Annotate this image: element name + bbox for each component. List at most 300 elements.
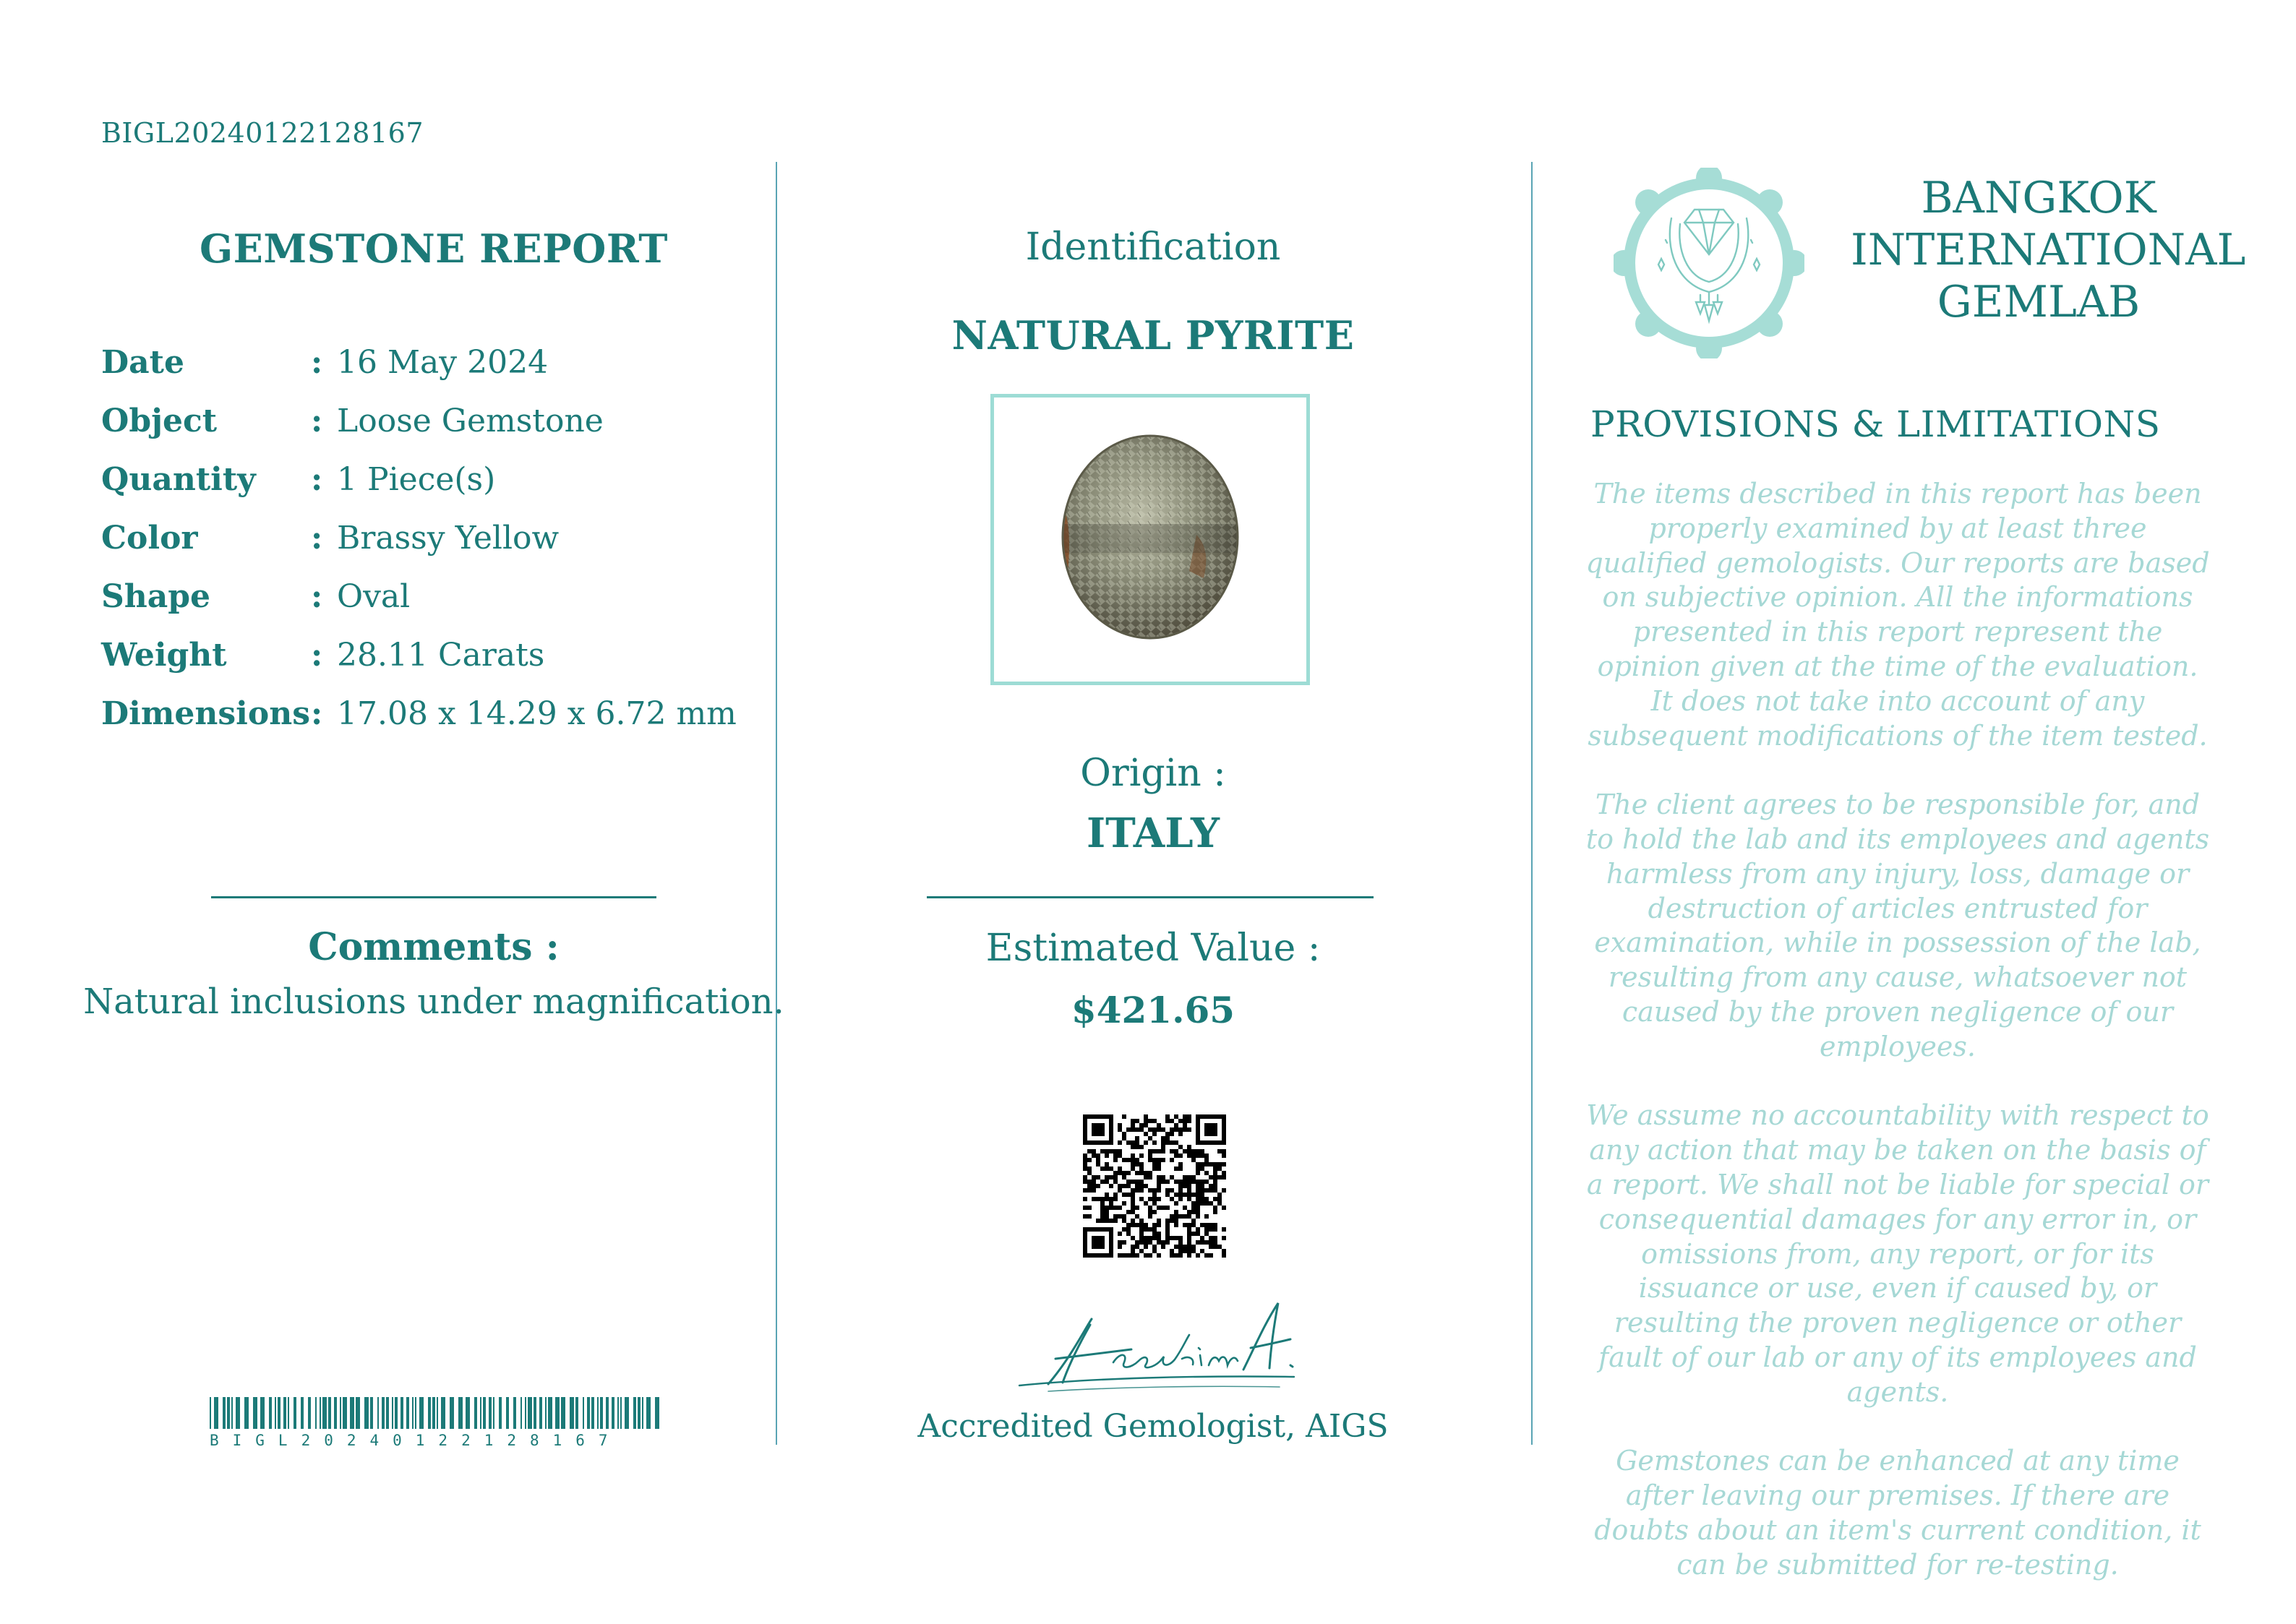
qr-module bbox=[1131, 1127, 1135, 1132]
qr-module bbox=[1148, 1253, 1152, 1258]
qr-module bbox=[1113, 1193, 1118, 1197]
qr-module bbox=[1152, 1232, 1157, 1236]
barcode-bar bbox=[646, 1397, 651, 1429]
qr-module bbox=[1178, 1127, 1183, 1132]
qr-module bbox=[1222, 1188, 1226, 1193]
qr-module bbox=[1174, 1127, 1178, 1132]
qr-module bbox=[1135, 1136, 1139, 1140]
qr-module bbox=[1113, 1214, 1118, 1219]
barcode-bar bbox=[210, 1397, 211, 1429]
qr-module bbox=[1209, 1162, 1213, 1167]
qr-module bbox=[1187, 1249, 1191, 1253]
qr-module bbox=[1213, 1240, 1217, 1245]
qr-module bbox=[1152, 1188, 1157, 1193]
qr-module bbox=[1183, 1214, 1187, 1219]
qr-module bbox=[1135, 1140, 1139, 1145]
signature-image bbox=[1005, 1290, 1308, 1399]
qr-module bbox=[1144, 1119, 1148, 1123]
qr-module bbox=[1109, 1184, 1113, 1188]
qr-module bbox=[1144, 1236, 1148, 1240]
barcode-bar bbox=[294, 1397, 296, 1429]
qr-module bbox=[1204, 1171, 1209, 1175]
qr-module bbox=[1174, 1245, 1178, 1249]
qr-module bbox=[1217, 1167, 1222, 1171]
qr-module bbox=[1131, 1193, 1135, 1197]
qr-module bbox=[1105, 1175, 1109, 1180]
qr-module bbox=[1139, 1184, 1144, 1188]
qr-module bbox=[1213, 1236, 1217, 1240]
qr-module bbox=[1113, 1206, 1118, 1210]
barcode-bar bbox=[301, 1397, 304, 1429]
qr-module bbox=[1144, 1123, 1148, 1127]
barcode-bar bbox=[600, 1397, 603, 1429]
qr-module bbox=[1213, 1184, 1217, 1188]
qr-module bbox=[1187, 1145, 1191, 1149]
qr-module bbox=[1131, 1162, 1135, 1167]
barcode-bar bbox=[432, 1397, 435, 1429]
qr-module bbox=[1152, 1162, 1157, 1167]
barcode-bar bbox=[364, 1397, 369, 1429]
lab-name bbox=[1851, 172, 2246, 328]
barcode-bar bbox=[322, 1397, 327, 1429]
qr-module bbox=[1100, 1210, 1105, 1214]
qr-module bbox=[1092, 1180, 1096, 1184]
qr-module bbox=[1187, 1188, 1191, 1193]
qr-module bbox=[1126, 1232, 1131, 1236]
barcode-bars bbox=[210, 1397, 661, 1429]
qr-module bbox=[1196, 1149, 1200, 1153]
barcode-bar bbox=[555, 1397, 560, 1429]
qr-module bbox=[1174, 1214, 1178, 1219]
qr-module bbox=[1191, 1249, 1196, 1253]
barcode-bar bbox=[539, 1397, 542, 1429]
qr-module bbox=[1183, 1119, 1187, 1123]
qr-module bbox=[1139, 1167, 1144, 1171]
qr-module bbox=[1170, 1175, 1174, 1180]
qr-module bbox=[1148, 1188, 1152, 1193]
qr-module bbox=[1165, 1206, 1170, 1210]
qr-module bbox=[1152, 1197, 1157, 1201]
qr-module bbox=[1087, 1206, 1092, 1210]
barcode-bar bbox=[343, 1397, 347, 1429]
field-label: Object bbox=[101, 403, 218, 439]
qr-module bbox=[1131, 1119, 1135, 1123]
qr-module bbox=[1174, 1253, 1178, 1258]
qr-module bbox=[1200, 1236, 1204, 1240]
qr-module bbox=[1161, 1158, 1165, 1162]
qr-module bbox=[1122, 1114, 1126, 1119]
comments-divider bbox=[211, 896, 656, 898]
barcode-bar bbox=[655, 1397, 659, 1429]
qr-module bbox=[1122, 1158, 1126, 1162]
qr-module bbox=[1083, 1175, 1087, 1180]
qr-module bbox=[1209, 1227, 1213, 1232]
qr-module bbox=[1161, 1145, 1165, 1149]
qr-module bbox=[1187, 1149, 1191, 1153]
qr-module bbox=[1178, 1197, 1183, 1201]
barcode-bar bbox=[561, 1397, 565, 1429]
qr-module bbox=[1148, 1210, 1152, 1214]
provisions-paragraph: Gemstones can be enhanced at any time after leaving our premises. If there are doubts about an item's current condition, it can be submitted for re-testing. bbox=[1594, 1445, 2201, 1581]
qr-module bbox=[1139, 1232, 1144, 1236]
qr-module bbox=[1152, 1227, 1157, 1232]
qr-module bbox=[1126, 1227, 1131, 1232]
qr-module bbox=[1165, 1140, 1170, 1145]
qr-module bbox=[1131, 1223, 1135, 1227]
qr-module bbox=[1200, 1223, 1204, 1227]
qr-module bbox=[1126, 1127, 1131, 1132]
report-fields bbox=[101, 344, 766, 754]
qr-module bbox=[1165, 1219, 1170, 1223]
qr-module bbox=[1174, 1153, 1178, 1158]
qr-module bbox=[1152, 1132, 1157, 1136]
qr-module bbox=[1209, 1240, 1213, 1245]
qr-module bbox=[1144, 1253, 1148, 1258]
qr-module bbox=[1122, 1227, 1126, 1232]
comments-text: Natural inclusions under magnification. bbox=[83, 981, 784, 1022]
barcode-bar bbox=[493, 1397, 494, 1429]
field-value: 16 May 2024 bbox=[337, 344, 549, 381]
qr-module bbox=[1139, 1180, 1144, 1184]
qr-module bbox=[1105, 1180, 1109, 1184]
qr-module bbox=[1113, 1158, 1118, 1162]
qr-module bbox=[1165, 1232, 1170, 1236]
barcode-bar bbox=[244, 1397, 249, 1429]
field-value: Loose Gemstone bbox=[337, 403, 604, 439]
qr-module bbox=[1139, 1188, 1144, 1193]
barcode-bar bbox=[382, 1397, 385, 1429]
qr-module bbox=[1139, 1171, 1144, 1175]
qr-module bbox=[1196, 1227, 1200, 1232]
qr-module bbox=[1118, 1149, 1122, 1153]
qr-module bbox=[1148, 1214, 1152, 1219]
barcode-bar bbox=[227, 1397, 230, 1429]
qr-module bbox=[1152, 1149, 1157, 1153]
field-row-date bbox=[101, 344, 766, 403]
qr-module bbox=[1183, 1180, 1187, 1184]
barcode-bar bbox=[617, 1397, 619, 1429]
qr-module bbox=[1122, 1253, 1126, 1258]
barcode-bar bbox=[474, 1397, 477, 1429]
lab-name-line: INTERNATIONAL bbox=[1851, 225, 2246, 275]
qr-module bbox=[1187, 1214, 1191, 1219]
qr-module bbox=[1152, 1119, 1157, 1123]
qr-module bbox=[1152, 1193, 1157, 1197]
qr-module bbox=[1178, 1153, 1183, 1158]
qr-module bbox=[1170, 1119, 1174, 1123]
qr-module bbox=[1165, 1132, 1170, 1136]
qr-module bbox=[1131, 1123, 1135, 1127]
qr-module bbox=[1157, 1127, 1161, 1132]
barcode-bar bbox=[428, 1397, 431, 1429]
barcode-bar bbox=[415, 1397, 416, 1429]
qr-module bbox=[1213, 1171, 1217, 1175]
qr-module bbox=[1152, 1245, 1157, 1249]
qr-module bbox=[1187, 1240, 1191, 1245]
qr-module bbox=[1096, 1184, 1100, 1188]
qr-module bbox=[1161, 1245, 1165, 1249]
qr-module bbox=[1135, 1171, 1139, 1175]
barcode-bar bbox=[236, 1397, 240, 1429]
qr-module bbox=[1096, 1158, 1100, 1162]
lab-name-line: BANGKOK bbox=[1921, 173, 2156, 223]
qr-module bbox=[1213, 1175, 1217, 1180]
qr-module bbox=[1096, 1197, 1100, 1201]
barcode-bar bbox=[620, 1397, 622, 1429]
qr-module bbox=[1209, 1223, 1213, 1227]
qr-module bbox=[1222, 1236, 1226, 1240]
qr-module bbox=[1217, 1175, 1222, 1180]
qr-module bbox=[1135, 1245, 1139, 1249]
qr-module bbox=[1118, 1240, 1122, 1245]
field-value: 1 Piece(s) bbox=[337, 461, 496, 498]
qr-module bbox=[1222, 1175, 1226, 1180]
barcode bbox=[210, 1397, 661, 1449]
qr-module bbox=[1122, 1214, 1126, 1219]
qr-module bbox=[1222, 1206, 1226, 1210]
qr-module bbox=[1087, 1184, 1092, 1188]
qr-module bbox=[1187, 1245, 1191, 1249]
origin-value: ITALY bbox=[1086, 809, 1220, 857]
qr-module bbox=[1131, 1167, 1135, 1171]
barcode-bar bbox=[480, 1397, 481, 1429]
barcode-bar bbox=[458, 1397, 463, 1429]
barcode-bar bbox=[412, 1397, 414, 1429]
qr-module bbox=[1105, 1149, 1109, 1153]
qr-module bbox=[1183, 1193, 1187, 1197]
qr-module bbox=[1092, 1175, 1096, 1180]
qr-module bbox=[1144, 1171, 1148, 1175]
qr-module bbox=[1191, 1206, 1196, 1210]
qr-module bbox=[1204, 1158, 1209, 1162]
qr-module bbox=[1152, 1223, 1157, 1227]
qr-module bbox=[1200, 1184, 1204, 1188]
qr-module bbox=[1144, 1223, 1148, 1227]
qr-finder bbox=[1204, 1123, 1217, 1136]
report-id: BIGL20240122128167 bbox=[101, 117, 424, 149]
qr-module bbox=[1118, 1184, 1122, 1188]
qr-module bbox=[1187, 1253, 1191, 1258]
qr-module bbox=[1092, 1184, 1096, 1188]
qr-module bbox=[1092, 1153, 1096, 1158]
qr-module bbox=[1222, 1171, 1226, 1175]
qr-module bbox=[1122, 1184, 1126, 1188]
barcode-bar bbox=[214, 1397, 218, 1429]
field-label: Date bbox=[101, 344, 184, 381]
qr-module bbox=[1092, 1197, 1096, 1201]
qr-module bbox=[1135, 1162, 1139, 1167]
qr-module bbox=[1191, 1210, 1196, 1214]
barcode-bar bbox=[548, 1397, 552, 1429]
qr-module bbox=[1178, 1193, 1183, 1197]
qr-module bbox=[1096, 1175, 1100, 1180]
qr-module bbox=[1196, 1171, 1200, 1175]
qr-module bbox=[1170, 1127, 1174, 1132]
qr-module bbox=[1187, 1114, 1191, 1119]
identification-label: Identification bbox=[1025, 225, 1281, 269]
qr-module bbox=[1105, 1153, 1109, 1158]
qr-module bbox=[1170, 1197, 1174, 1201]
qr-module bbox=[1196, 1193, 1200, 1197]
barcode-bar bbox=[483, 1397, 486, 1429]
qr-module bbox=[1109, 1175, 1113, 1180]
qr-module bbox=[1209, 1253, 1213, 1258]
barcode-bar bbox=[320, 1397, 321, 1429]
qr-module bbox=[1200, 1201, 1204, 1206]
barcode-bar bbox=[587, 1397, 590, 1429]
barcode-bar bbox=[400, 1397, 403, 1429]
qr-module bbox=[1148, 1236, 1152, 1240]
qr-module bbox=[1144, 1175, 1148, 1180]
barcode-bar bbox=[328, 1397, 331, 1429]
qr-module bbox=[1170, 1236, 1174, 1240]
barcode-bar bbox=[386, 1397, 389, 1429]
qr-module bbox=[1170, 1253, 1174, 1258]
qr-module bbox=[1100, 1149, 1105, 1153]
field-value: Brassy Yellow bbox=[337, 520, 560, 557]
qr-module bbox=[1135, 1253, 1139, 1258]
estimated-value-label: Estimated Value : bbox=[985, 927, 1321, 970]
qr-module bbox=[1087, 1180, 1092, 1184]
qr-module bbox=[1118, 1123, 1122, 1127]
field-label: Quantity bbox=[101, 461, 256, 498]
qr-finder bbox=[1092, 1123, 1105, 1136]
qr-module bbox=[1135, 1145, 1139, 1149]
barcode-bar bbox=[525, 1397, 526, 1429]
qr-module bbox=[1213, 1206, 1217, 1210]
qr-module bbox=[1157, 1219, 1161, 1223]
qr-module bbox=[1109, 1206, 1113, 1210]
qr-module bbox=[1122, 1175, 1126, 1180]
qr-module bbox=[1178, 1167, 1183, 1171]
provisions-title: PROVISIONS & LIMITATIONS bbox=[1590, 403, 2161, 445]
qr-module bbox=[1196, 1188, 1200, 1193]
qr-module bbox=[1109, 1219, 1113, 1223]
qr-module bbox=[1100, 1167, 1105, 1171]
qr-module bbox=[1113, 1153, 1118, 1158]
qr-module bbox=[1191, 1201, 1196, 1206]
qr-module bbox=[1126, 1253, 1131, 1258]
qr-module bbox=[1148, 1171, 1152, 1175]
qr-module bbox=[1178, 1249, 1183, 1253]
qr-module bbox=[1109, 1197, 1113, 1201]
qr-module bbox=[1178, 1119, 1183, 1123]
field-row-color bbox=[101, 520, 766, 578]
qr-module bbox=[1139, 1162, 1144, 1167]
qr-module bbox=[1170, 1158, 1174, 1162]
lab-seal-icon bbox=[1614, 168, 1804, 358]
field-colon: : bbox=[311, 578, 323, 615]
qr-module bbox=[1139, 1123, 1144, 1127]
qr-module bbox=[1200, 1180, 1204, 1184]
qr-module bbox=[1191, 1223, 1196, 1227]
qr-module bbox=[1148, 1158, 1152, 1162]
barcode-bar bbox=[370, 1397, 373, 1429]
field-value: 17.08 x 14.29 x 6.72 mm bbox=[337, 695, 737, 732]
barcode-bar bbox=[269, 1397, 272, 1429]
barcode-bar bbox=[466, 1397, 470, 1429]
qr-module bbox=[1144, 1240, 1148, 1245]
identification-value: NATURAL PYRITE bbox=[951, 312, 1355, 358]
qr-module bbox=[1209, 1236, 1213, 1240]
qr-module bbox=[1122, 1171, 1126, 1175]
qr-module bbox=[1174, 1180, 1178, 1184]
qr-module bbox=[1178, 1214, 1183, 1219]
qr-module bbox=[1174, 1223, 1178, 1227]
barcode-bar bbox=[288, 1397, 289, 1429]
qr-module bbox=[1118, 1167, 1122, 1171]
qr-module bbox=[1157, 1253, 1161, 1258]
qr-module bbox=[1217, 1197, 1222, 1201]
qr-module bbox=[1083, 1167, 1087, 1171]
qr-module bbox=[1170, 1149, 1174, 1153]
barcode-bar bbox=[506, 1397, 509, 1429]
qr-module bbox=[1209, 1245, 1213, 1249]
barcode-bar bbox=[597, 1397, 599, 1429]
qr-module bbox=[1165, 1227, 1170, 1232]
column-divider-left bbox=[776, 162, 777, 1445]
qr-module bbox=[1196, 1206, 1200, 1210]
qr-module bbox=[1178, 1145, 1183, 1149]
value-divider bbox=[927, 896, 1374, 898]
qr-module bbox=[1161, 1180, 1165, 1184]
qr-module bbox=[1165, 1119, 1170, 1123]
barcode-bar bbox=[283, 1397, 286, 1429]
qr-module bbox=[1157, 1197, 1161, 1201]
qr-module bbox=[1135, 1240, 1139, 1245]
qr-module bbox=[1139, 1153, 1144, 1158]
qr-module bbox=[1196, 1180, 1200, 1184]
qr-code[interactable] bbox=[1083, 1114, 1226, 1258]
qr-module bbox=[1157, 1167, 1161, 1171]
qr-module bbox=[1131, 1153, 1135, 1158]
barcode-bar bbox=[606, 1397, 609, 1429]
barcode-bar bbox=[406, 1397, 409, 1429]
qr-module bbox=[1105, 1210, 1109, 1214]
qr-module bbox=[1139, 1236, 1144, 1240]
qr-module bbox=[1187, 1180, 1191, 1184]
qr-module bbox=[1183, 1127, 1187, 1132]
qr-module bbox=[1174, 1123, 1178, 1127]
qr-module bbox=[1131, 1140, 1135, 1145]
qr-module bbox=[1209, 1201, 1213, 1206]
qr-module bbox=[1126, 1184, 1131, 1188]
qr-module bbox=[1135, 1127, 1139, 1132]
qr-module bbox=[1131, 1210, 1135, 1214]
qr-module bbox=[1213, 1188, 1217, 1193]
qr-module bbox=[1118, 1188, 1122, 1193]
qr-module bbox=[1209, 1175, 1213, 1180]
qr-module bbox=[1118, 1206, 1122, 1210]
field-colon: : bbox=[311, 344, 323, 381]
barcode-bar bbox=[223, 1397, 226, 1429]
qr-module bbox=[1139, 1145, 1144, 1149]
qr-module bbox=[1174, 1149, 1178, 1153]
field-value: 28.11 Carats bbox=[337, 637, 545, 674]
qr-module bbox=[1131, 1236, 1135, 1240]
qr-module bbox=[1100, 1197, 1105, 1201]
qr-module bbox=[1191, 1153, 1196, 1158]
provisions-paragraph: The client agrees to be responsible for, and to hold the lab and its employees and agents harmless from any injury, loss, damage or destruction of articles entrusted for examination, while in possession of the lab, resulting from any cause, whatsoever not caused by the proven negligence of our employees. bbox=[1585, 789, 2210, 1062]
qr-module bbox=[1148, 1127, 1152, 1132]
barcode-bar bbox=[570, 1397, 574, 1429]
barcode-bar bbox=[521, 1397, 522, 1429]
qr-module bbox=[1122, 1193, 1126, 1197]
qr-module bbox=[1217, 1245, 1222, 1249]
qr-module bbox=[1204, 1197, 1209, 1201]
qr-module bbox=[1096, 1219, 1100, 1223]
qr-module bbox=[1144, 1245, 1148, 1249]
